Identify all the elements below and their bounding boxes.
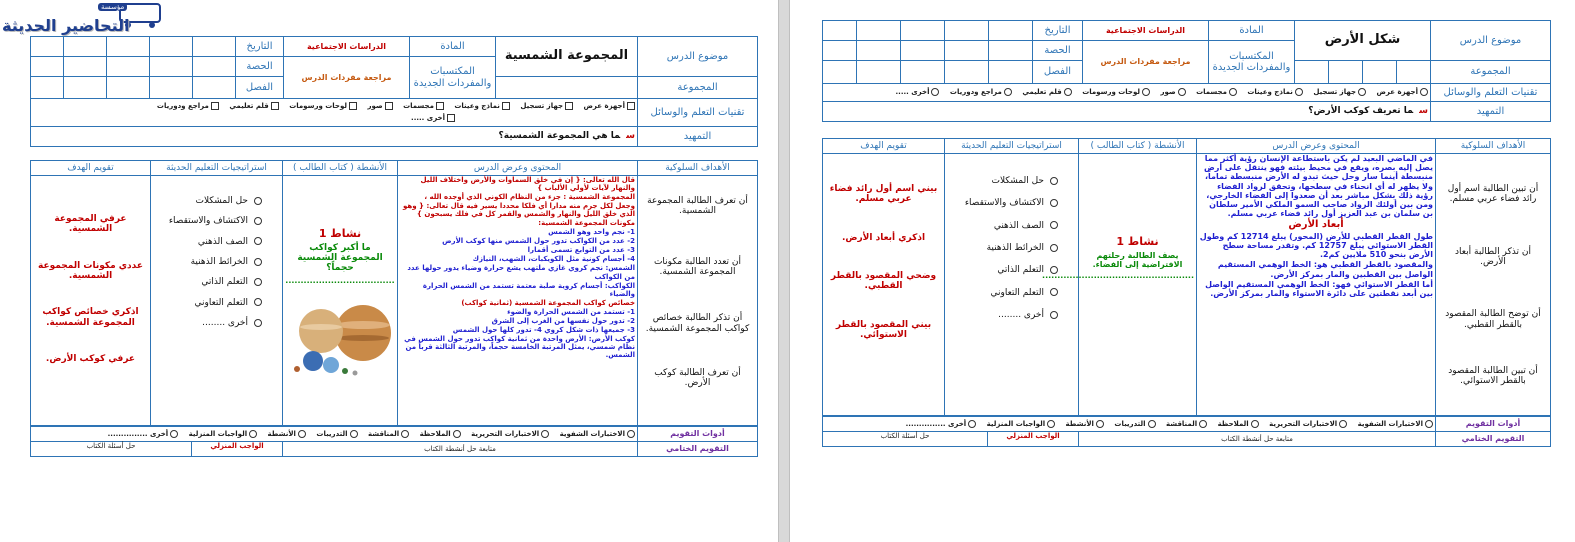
date-cell[interactable] [945, 21, 989, 41]
activity-dots: .................................... [285, 275, 395, 285]
class-cell[interactable] [823, 61, 857, 84]
date-cell[interactable] [107, 37, 150, 57]
assessment-option[interactable]: الأنشطة [1066, 420, 1104, 428]
evaluation-item: بيني المقصود بالقطر الاستوائي. [835, 319, 932, 341]
assessment-option[interactable]: الاختبارات الشفوية [1358, 420, 1433, 428]
assessment-option[interactable]: الواجبات المنزلية [987, 420, 1055, 428]
period-cell[interactable] [901, 41, 945, 61]
content-paragraph: 3- جميعها ذات شكل كروي 4- تدور كلها حول الشمس [452, 325, 635, 334]
tool-option[interactable]: قلم تعليمي [1022, 88, 1071, 96]
logo [0, 0, 178, 40]
content-text [1199, 154, 1433, 298]
logo-subtitle: مؤسسة [98, 3, 127, 11]
activities-cell [283, 176, 398, 426]
assessment-options [31, 427, 638, 442]
strategy-option[interactable]: أخرى ........ [153, 318, 280, 328]
topic-value[interactable]: المجموعة الشمسية [496, 37, 638, 77]
evaluation-item: اذكري أبعاد الأرض. [841, 232, 926, 243]
vocab-value[interactable]: مراجعة مفردات الدرس [284, 57, 410, 99]
goals-header: الأهداف السلوكية [638, 161, 758, 176]
evaluation-item: بيني اسم أول رائد فضاء عربي مسلم. [829, 184, 938, 205]
content-paragraph: وجعل لكل جرم منه مدارا أي فلكا محددا يسير فيه قال تعالى: { وهو الذي خلق الليل والنهار والشمس والقمر كل في فلك يسبحون } [403, 202, 635, 219]
date-cell[interactable] [31, 37, 64, 57]
topic-label: موضوع الدرس [1431, 21, 1551, 61]
activity-text: يصف الطالبة رحلتهم الافتراضية إلى الفضاء. [1092, 250, 1183, 269]
content-paragraph: 3- عدد من التوابع تسمى أقمارا [527, 246, 635, 255]
class-cell[interactable] [989, 61, 1033, 84]
tool-option[interactable]: نماذج وعينات [454, 102, 510, 110]
class-cell[interactable] [150, 77, 193, 99]
final-eval-label: التقويم الختامي [638, 442, 758, 457]
date-cell[interactable] [857, 21, 901, 41]
strategy-option[interactable]: الصف الذهني [153, 237, 280, 247]
homework-value[interactable]: حل أسئلة الكتاب [86, 442, 136, 450]
goal-item: أن تبين الطالبة اسم أول رائد فضاء عربي مسلم. [1447, 184, 1539, 205]
strategies-header: استراتيجيات التعليم الحديثة [151, 161, 283, 176]
tool-option[interactable]: مراجع ودوريات [157, 102, 219, 110]
content-paragraph: 1- نجم واحد وهو الشمس [548, 228, 635, 237]
assessment-option[interactable]: المناقشة [368, 430, 409, 438]
lesson-plan-page-right [790, 0, 1575, 542]
strategy-option[interactable]: حل المشكلات [947, 176, 1076, 186]
goals-header: الأهداف السلوكية [1436, 139, 1551, 154]
strategies-header: استراتيجيات التعليم الحديثة [945, 139, 1079, 154]
content-paragraph: 1- تستمد من الشمس الحرارة والضوء [507, 307, 635, 316]
assessment-table [822, 416, 1551, 447]
activity-title: نشاط 1 [318, 227, 362, 240]
period-cell[interactable] [857, 41, 901, 61]
period-cell[interactable] [823, 41, 857, 61]
evaluation-header: تقويم الهدف [31, 161, 151, 176]
date-cell[interactable] [193, 37, 236, 57]
evaluation-cell [823, 154, 945, 416]
activity-title: نشاط 1 [1116, 235, 1159, 248]
goal-item: أن تبين الطالبة المقصود بالقطر الاستوائي. [1448, 366, 1538, 387]
content-paragraph: 4- أجسام كونية مثل الكويكبات، الشهب، النيازك [472, 255, 635, 264]
subject-value[interactable]: الدراسات الاجتماعية [284, 37, 410, 57]
activity-dots: .................................................. [1042, 271, 1194, 281]
topic-label: موضوع الدرس [638, 37, 758, 77]
strategy-option[interactable]: الاكتشاف والاستقصاء [947, 198, 1076, 208]
date-cell[interactable] [901, 21, 945, 41]
content-header: المحتوى وعرض الدرس [398, 161, 638, 176]
assessment-label: أدوات التقويم [638, 427, 758, 442]
subject-label: المادة [1209, 21, 1295, 41]
group-value[interactable] [496, 77, 638, 99]
date-cell[interactable] [64, 37, 107, 57]
date-label: التاريخ [236, 37, 284, 57]
class-cell[interactable] [107, 77, 150, 99]
strategy-option[interactable]: الصف الذهني [947, 221, 1076, 231]
tool-option[interactable]: لوحات ورسومات [1082, 88, 1150, 96]
lesson-plan-page-left [0, 0, 778, 542]
activity-text: ما أكبر كواكب المجموعة الشمسية حجماً؟ [297, 242, 383, 274]
tool-option[interactable]: جهاز تسجيل [520, 102, 573, 110]
final-eval-label: التقويم الختامي [1436, 432, 1551, 447]
topic-value[interactable]: شكل الأرض [1295, 21, 1431, 61]
content-paragraph: والمقصود بالقطر القطبي هو: الخط الوهمي المستقيم الواصل بين القطبين والمار بمركز الأرض. [1217, 260, 1433, 279]
date-cell[interactable] [150, 37, 193, 57]
lesson-body-table [822, 138, 1551, 416]
goal-item: أن تعدد الطالبة مكونات المجموعة الشمسية. [653, 256, 742, 278]
evaluation-item: اذكري خصائص كواكب المجموعة الشمسية. [42, 307, 139, 328]
tool-option[interactable]: مجسمات [1196, 88, 1237, 96]
tool-option[interactable]: أخرى ..... [411, 114, 455, 122]
content-cell [398, 176, 638, 426]
content-paragraph: الشمس: نجم كروي غازي ملتهب يشع حرارة وضياء يدور حولها عدد من الكواكب [407, 264, 635, 281]
goals-cell [638, 176, 758, 426]
content-paragraph: 2- عدد من الكواكب تدور حول الشمس منها كوكب الأرض [442, 237, 635, 246]
lesson-body-table [30, 160, 758, 426]
strategy-option[interactable]: الخرائط الذهنية [153, 257, 280, 267]
evaluation-cell [31, 176, 151, 426]
tool-option[interactable]: صور [367, 102, 392, 110]
assessment-options [823, 417, 1436, 432]
goal-item: أن تعرف الطالبة كوكب الأرض. [654, 368, 741, 389]
assessment-option[interactable]: أخرى ............... [906, 420, 977, 428]
class-cell[interactable] [31, 77, 64, 99]
activities-header: الأنشطة ( كتاب الطالب ) [283, 161, 398, 176]
vocab-label: المكتسبات والمفردات الجديدة [1209, 41, 1295, 84]
vocab-value[interactable]: مراجعة مفردات الدرس [1083, 41, 1209, 84]
assessment-label: أدوات التقويم [1436, 417, 1551, 432]
logo-title: التحاضير الحديثة [2, 16, 130, 35]
tool-option[interactable]: أخرى ..... [896, 88, 940, 96]
strategy-option[interactable]: التعلم التعاوني [153, 298, 280, 308]
goal-item: أن تعرف الطالبة المجموعة الشمسية. [647, 196, 748, 217]
tools-options [31, 99, 638, 127]
strategies-cell [945, 154, 1079, 416]
tool-option[interactable]: صور [1160, 88, 1185, 96]
content-paragraph: كوكب الأرض: الأرض واحدة من ثمانية كواكب تدور حول الشمس في نظام شمسي، يمثل المرتبة الخامسة حجماً، والمرتبة الثالثة قرباً من الشمس. [404, 334, 635, 359]
strategy-option[interactable]: الاكتشاف والاستقصاء [153, 216, 280, 226]
subject-label: المادة [410, 37, 496, 57]
content-paragraph: الكواكب: أجسام كروية صلبة معتمة تستمد من الشمس الحرارة والضياء [422, 281, 635, 298]
intro-question[interactable]: سما هي المجموعة الشمسية؟ [31, 127, 638, 147]
content-paragraph: أما القطر الاستوائي فهو: الخط الوهمي المستقيم الواصل بين أبعد نقطتين على دائرة الاستواء والمار بمركز الأرض. [1205, 279, 1433, 298]
strategy-option[interactable]: التعلم الذاتي [153, 277, 280, 287]
tool-option[interactable]: أجهزة عرض [1376, 88, 1428, 96]
tool-option[interactable]: مراجع ودوريات [950, 88, 1012, 96]
period-label: الحصة [236, 57, 284, 77]
tools-options [823, 84, 1431, 102]
lesson-header-table [30, 36, 758, 147]
strategy-option[interactable]: الخرائط الذهنية [947, 243, 1076, 253]
subject-value[interactable]: الدراسات الاجتماعية [1083, 21, 1209, 41]
vocab-label: المكتسبات والمفردات الجديدة [410, 57, 496, 99]
goal-item: أن تذكر الطالبة أبعاد الأرض. [1455, 246, 1531, 268]
period-label: الحصة [1033, 41, 1083, 61]
strategy-option[interactable]: التعلم التعاوني [947, 288, 1076, 298]
activities-cell [1042, 154, 1197, 416]
homework-label: الواجب المنزلي [191, 442, 282, 456]
assessment-option[interactable]: الاختبارات الشفوية [560, 430, 635, 438]
assessment-option[interactable]: الاختبارات التحريرية [471, 430, 549, 438]
tool-option[interactable]: قلم تعليمي [229, 102, 278, 110]
class-cell[interactable] [64, 77, 107, 99]
strategy-option[interactable]: التعلم الذاتي [947, 265, 1076, 275]
assessment-table [30, 426, 758, 457]
homework-label: الواجب المنزلي [987, 432, 1078, 446]
content-text [400, 176, 635, 359]
class-cell[interactable] [857, 61, 901, 84]
final-eval-followup[interactable]: متابعة حل أنشطة الكتاب [283, 442, 638, 457]
tool-option[interactable]: أجهزة عرض [583, 102, 635, 110]
page-gutter [778, 0, 790, 542]
class-label: الفصل [1033, 61, 1083, 84]
class-label: الفصل [236, 77, 284, 99]
tool-option[interactable]: مجسمات [403, 102, 444, 110]
strategy-option[interactable]: أخرى ........ [947, 310, 1076, 320]
strategy-option[interactable]: حل المشكلات [153, 196, 280, 206]
intro-question[interactable]: سما تعريف كوكب الأرض؟ [823, 102, 1431, 122]
intro-label: التمهيد [638, 127, 758, 147]
final-eval-followup[interactable]: متابعة حل أنشطة الكتاب [1079, 432, 1436, 447]
assessment-option[interactable]: الملاحظة [1218, 420, 1259, 428]
date-cell[interactable] [989, 21, 1033, 41]
content-paragraph: طول القطر القطبي للأرض (المحور) يبلغ 12714 كم وطول القطر الاستوائي يبلغ 12757 كم. وتقدر مساحة سطح الأرض بنحو 510 ملايين كم2. [1199, 231, 1433, 260]
tools-label: تقنيات التعلم والوسائل [1431, 84, 1551, 102]
goal-item: أن توضح الطالبة المقصود بالقطر القطبي. [1445, 309, 1541, 330]
class-cell[interactable] [193, 77, 236, 99]
evaluation-item: عددي مكونات المجموعة الشمسية. [38, 260, 143, 282]
content-paragraph: أبعاد الأرض [1288, 219, 1344, 231]
goals-cell [1436, 154, 1551, 416]
tools-label: تقنيات التعلم والوسائل [638, 99, 758, 127]
assessment-option[interactable]: الواجبات المنزلية [189, 430, 257, 438]
content-paragraph: المجموعة الشمسية : جزء من النظام الكوني الذي أوجده الله ، [424, 193, 635, 202]
content-paragraph: 2- تدور حول نفسها من الغرب إلى الشرق [491, 316, 635, 325]
lesson-header-table [822, 20, 1551, 122]
tool-option[interactable]: نماذج وعينات [1247, 88, 1303, 96]
assessment-option[interactable]: الاختبارات التحريرية [1269, 420, 1347, 428]
date-cell[interactable] [823, 21, 857, 41]
period-cell[interactable] [989, 41, 1033, 61]
activities-header: الأنشطة ( كتاب الطالب ) [1079, 139, 1197, 154]
content-paragraph: خصائص كواكب المجموعة الشمسية (ثمانية كواكب) [461, 298, 635, 307]
assessment-option[interactable]: المناقشة [1166, 420, 1207, 428]
group-label: المجموعة [638, 77, 758, 99]
class-cell[interactable] [901, 61, 945, 84]
assessment-option[interactable]: التدريبات [1114, 420, 1155, 428]
evaluation-item: عرفي المجموعة الشمسية. [54, 214, 127, 235]
intro-label: التمهيد [1431, 102, 1551, 122]
strategies-cell [151, 176, 283, 426]
content-paragraph: مكونات المجموعة الشمسية: [538, 219, 635, 228]
content-paragraph: قال الله تعالى: { إن في خلق السماوات والأرض واختلاف الليل والنهار لآيات لأولي الألباب } [420, 176, 635, 193]
homework-value[interactable]: حل أسئلة الكتاب [880, 432, 930, 440]
homework-cell [31, 442, 283, 457]
group-label: المجموعة [1431, 61, 1551, 84]
goal-item: أن تذكر الطالبة خصائص كواكب المجموعة الشمسية. [645, 313, 750, 334]
group-value[interactable] [1295, 61, 1431, 84]
period-cell[interactable] [193, 57, 236, 77]
content-paragraph: في الماضي البعيد لم يكن باستطاعة الإنسان رؤية أكثر مما يصل إليه بصره، ويقع في محيط بيئته فهو ينتقل على أرض منبسطة أينما سار وحل حيث تبدو له الأرض منبسطة تماماً، ولا يظهر له أي انحناء في سطحها، وتحقق لرواد الفضاء رؤية ذلك بشكل مباشر بعد أن صعدوا إلى الفضاء الخارجي، ومن بين أولئك الرواد صاحب السمو الملكي الأمير سلطان بن سلمان بن عبد العزيز أول رائد فضاء عربي مسلم. [1203, 154, 1433, 219]
assessment-option[interactable]: الملاحظة [420, 430, 461, 438]
period-cell[interactable] [31, 57, 64, 77]
period-cell[interactable] [150, 57, 193, 77]
class-cell[interactable] [945, 61, 989, 84]
tool-option[interactable]: لوحات ورسومات [289, 102, 357, 110]
period-cell[interactable] [64, 57, 107, 77]
assessment-option[interactable]: التدريبات [316, 430, 357, 438]
tool-option[interactable]: جهاز تسجيل [1313, 88, 1366, 96]
assessment-option[interactable]: أخرى ............... [108, 430, 179, 438]
evaluation-item: وضحي المقصود بالقطر القطبي. [830, 271, 937, 292]
content-cell [1197, 154, 1436, 416]
planets-image [285, 293, 395, 383]
assessment-option[interactable]: الأنشطة [268, 430, 306, 438]
evaluation-header: تقويم الهدف [823, 139, 945, 154]
date-label: التاريخ [1033, 21, 1083, 41]
period-cell[interactable] [945, 41, 989, 61]
evaluation-item: عرفي كوكب الأرض. [45, 354, 136, 365]
content-header: المحتوى وعرض الدرس [1197, 139, 1436, 154]
homework-cell [823, 432, 1079, 447]
period-cell[interactable] [107, 57, 150, 77]
